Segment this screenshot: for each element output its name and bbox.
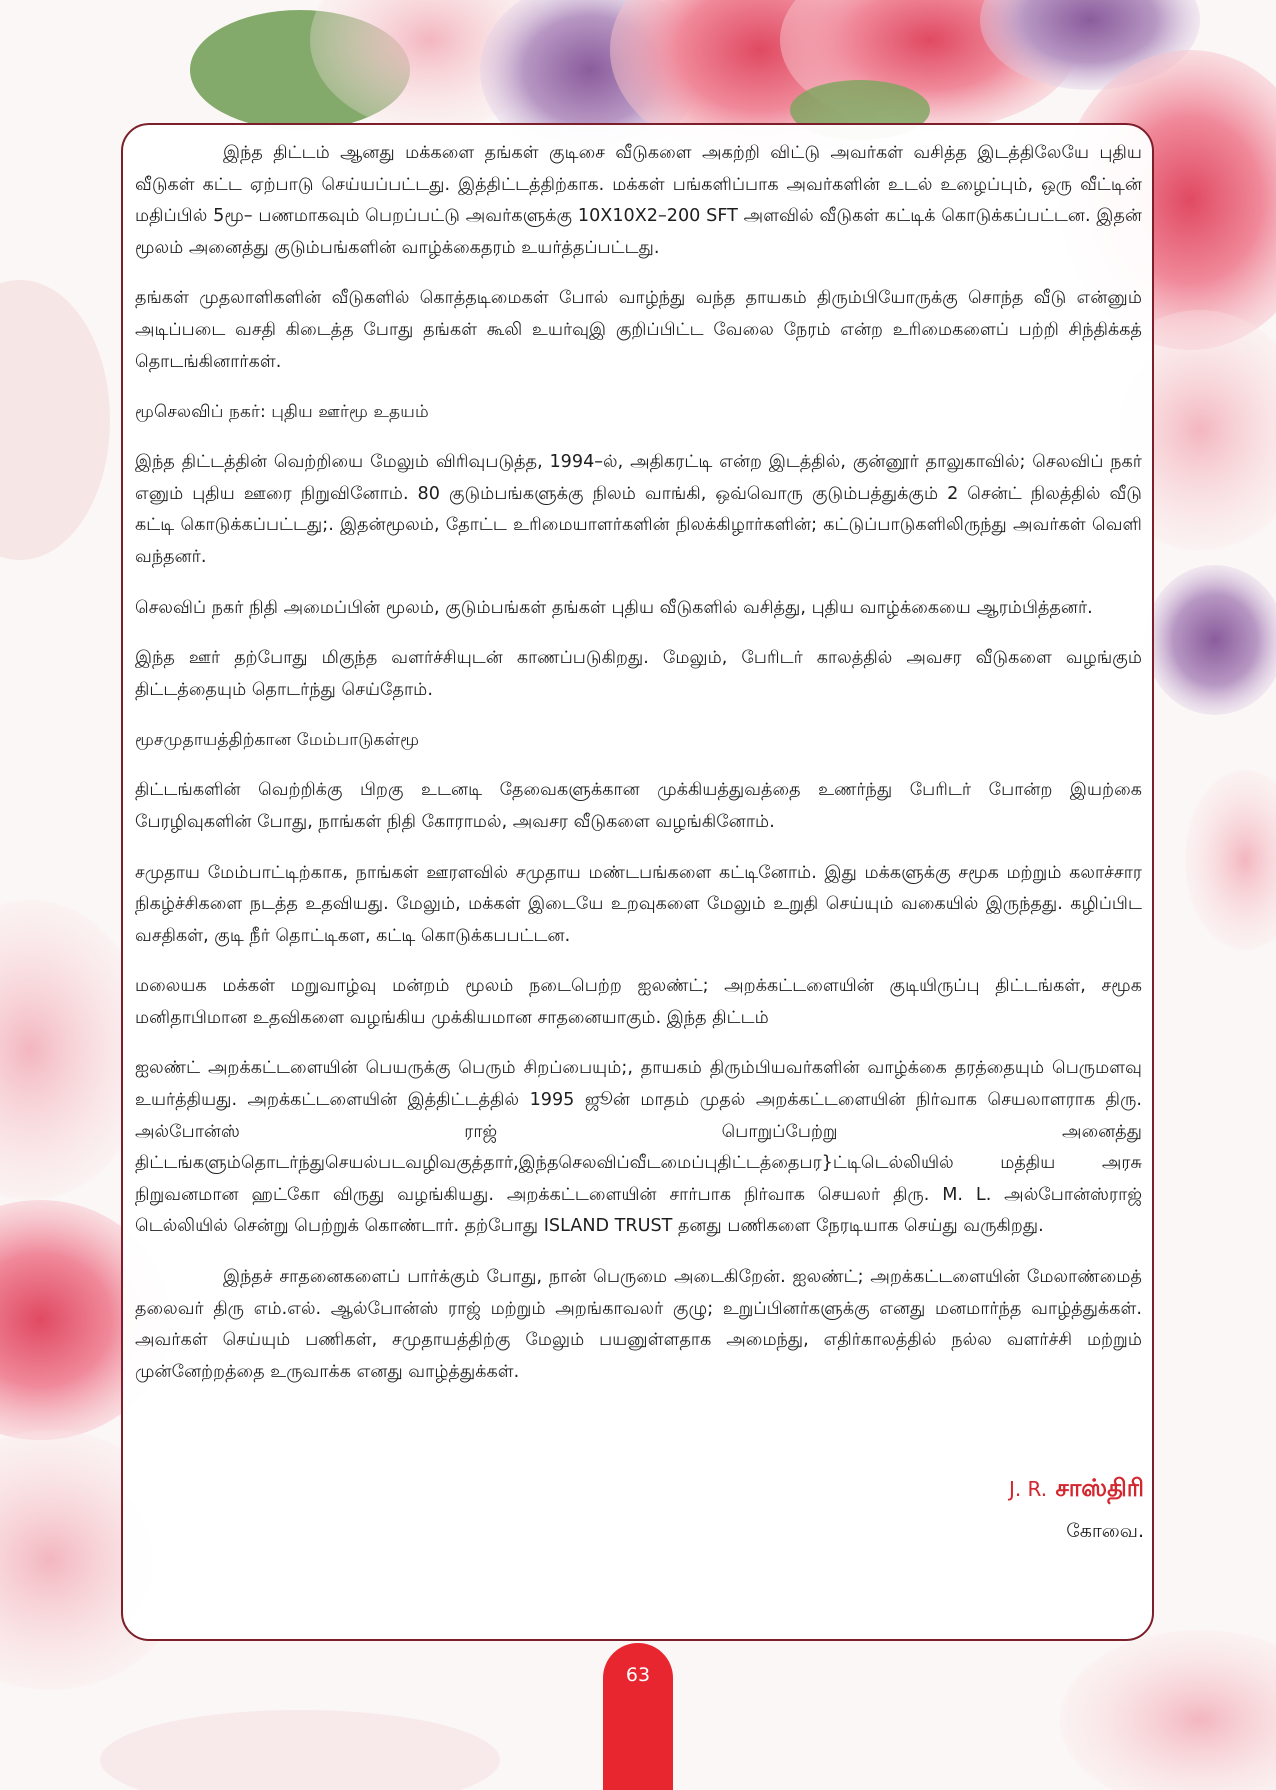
article-body	[135, 138, 1142, 1407]
signature-name	[1009, 1470, 1144, 1507]
paragraph-wishes: இந்தச் சாதனைகளைப் பார்க்கும் போது, நான் பெருமை அடைகிறேன். ஐலண்ட்; அறக்கட்டளையின் மேலாண்மைத் தலைவர் திரு எம்.எல். ஆல்போன்ஸ் ராஜ் மற்றும் அறங்காவலர் குழு; உறுப்பினர்களுக்கு எனது மனமார்ந்த வாழ்த்துக்கள். அவர்கள் செய்யும் பணிகள், சமுதாயத்திற்கு மேலும் பயனுள்ளதாக அமைந்து, எதிர்காலத்தில் நல்ல வளர்ச்சி மற்றும் முன்னேற்றத்தை உருவாக்க எனது வாழ்த்துக்கள்.	[135, 1267, 1142, 1382]
paragraph-community-halls: சமுதாய மேம்பாட்டிற்காக, நாங்கள் ஊரளவில் சமுதாய மண்டபங்களை கட்டினோம். இது மக்களுக்கு சமூக மற்றும் கலாச்சார நிகழ்ச்சிகளை நடத்த உதவியது. மேலும், மக்கள் இடையே உறவுகளை மேலும் உறுதி செய்யும் வகையில் இருந்தது. கழிப்பிட வசதிகள், குடி நீர் தொட்டிகள, கட்டி கொடுக்கபபட்டன.	[135, 862, 1142, 946]
paragraph-award: ஐலண்ட் அறக்கட்டளையின் பெயருக்கு பெரும் சிறப்பையும்;, தாயகம் திரும்பியவர்களின் வாழ்க்கை தரத்தையும் பெருமளவு உயர்த்தியது. அறக்கட்டளையின் இத்திட்டத்தில் 1995 ஜூன் மாதம் முதல் அறக்கட்டளையின் நிர்வாக செயலாளராக திரு. அல்போன்ஸ் ராஜ் பொறுப்பேற்று அனைத்து திட்டங்களும்தொடர்ந்துசெயல்படவழிவகுத்தார்,இந்தசெலவிப்வீடமைப்புதிட்டத்தைபர}ட்டிடெல்லியில் மத்திய அரசு நிறுவனமான ஹட்கோ விருது வழங்கியது. அறக்கட்டளையின் சார்பாக நிர்வாக செயலர் திரு. M. L. அல்போன்ஸ்ராஜ் டெல்லியில் சென்று பெற்றுக் கொண்டார். தற்போது ISLAND TRUST தனது பணிகளை நேரடியாக செய்து வருகிறது.	[135, 1058, 1142, 1237]
signature-place: கோவை.	[1066, 1520, 1144, 1542]
paragraph-new-life: செலவிப் நகர் நிதி அமைப்பின் மூலம், குடும்பங்கள் தங்கள் புதிய வீடுகளில் வசித்து, புதிய வாழ்க்கையை ஆரம்பித்தனர்.	[135, 597, 1093, 618]
paragraph-achievement: மலையக மக்கள் மறுவாழ்வு மன்றம் மூலம் நடைபெற்ற ஐலண்ட்; அறக்கட்டளையின் குடியிருப்பு திட்டங்கள், சமூக மனிதாபிமான உதவிகளை வழங்கிய முக்கியமான சாதனையாகும். இந்த திட்டம்	[135, 976, 1142, 1028]
signature-block	[1009, 1470, 1144, 1549]
paragraph-housing-scheme: இந்த திட்டம் ஆனது மக்களை தங்கள் குடிசை வீடுகளை அகற்றி விட்டு அவர்கள் வசித்த இடத்திலேயே புதிய வீடுகள் கட்ட ஏற்பாடு செய்யப்பட்டது. இத்திட்டத்திற்காக. மக்கள் பங்களிப்பாக அவர்களின் உடல் உழைப்பும், ஒரு வீட்டின் மதிப்பில் 5மூ– பணமாகவும் பெறப்பட்டு அவர்களுக்கு 10X10X2–200 SFT அளவில் வீடுகள் கட்டிக் கொடுக்கப்பட்டன. இதன் மூலம் அனைத்து குடும்பங்களின் வாழ்க்கைதரம் உயர்த்தப்பட்டது.	[135, 143, 1142, 258]
page-number: 63	[625, 1664, 651, 1686]
bottom-flowers	[100, 1630, 1276, 1790]
signature-surname: சாஸ்திரி	[1055, 1474, 1144, 1502]
signature-initials: J. R.	[1008, 1477, 1048, 1501]
paragraph-rights: தங்கள் முதலாளிகளின் வீடுகளில் கொத்தடிமைகள் போல் வாழ்ந்து வந்த தாயகம் திரும்பியோருக்கு சொந்த வீடு என்னும் அடிப்படை வசதி கிடைத்த போது தங்கள் கூலி உயர்வுஇ குறிப்பிட்ட வேலை நேரம் என்ற உரிமைகளைப் பற்றி சிந்திக்கத் தொடங்கினார்கள்.	[135, 288, 1142, 372]
section-heading-selavip-nagar: மூசெலவிப் நகர்: புதிய ஊர்மூ உதயம்	[135, 402, 429, 423]
section-heading-community: மூசமுதாயத்திற்கான மேம்பாடுகள்மூ	[135, 730, 420, 751]
paragraph-expansion: இந்த திட்டத்தின் வெற்றியை மேலும் விரிவுபடுத்த, 1994–ல், அதிகரட்டி என்ற இடத்தில், குன்னூர் தாலுகாவில்; செலவிப் நகர் எனும் புதிய ஊரை நிறுவினோம். 80 குடும்பங்களுக்கு நிலம் வாங்கி, ஒவ்வொரு குடும்பத்துக்கும் 2 சென்ட் நிலத்தில் வீடு கட்டி கொடுக்கப்பட்டது;. இதன்மூலம், தோட்ட உரிமையாளர்களின் நிலக்கிழார்களின்; கட்டுப்பாடுகளிலிருந்து அவர்கள் வெளி வந்தனர்.	[135, 452, 1142, 567]
paragraph-growth: இந்த ஊர் தற்போது மிகுந்த வளர்ச்சியுடன் காணப்படுகிறது. மேலும், பேரிடர் காலத்தில் அவசர வீடுகளை வழங்கும் திட்டத்தையும் தொடர்ந்து செய்தோம்.	[135, 648, 1142, 700]
paragraph-disaster-relief: திட்டங்களின் வெற்றிக்கு பிறகு உடனடி தேவைகளுக்கான முக்கியத்துவத்தை உணர்ந்து பேரிடர் போன்ற இயற்கை பேரழிவுகளின் போது, நாங்கள் நிதி கோராமல், அவசர வீடுகளை வழங்கினோம்.	[135, 780, 1142, 832]
